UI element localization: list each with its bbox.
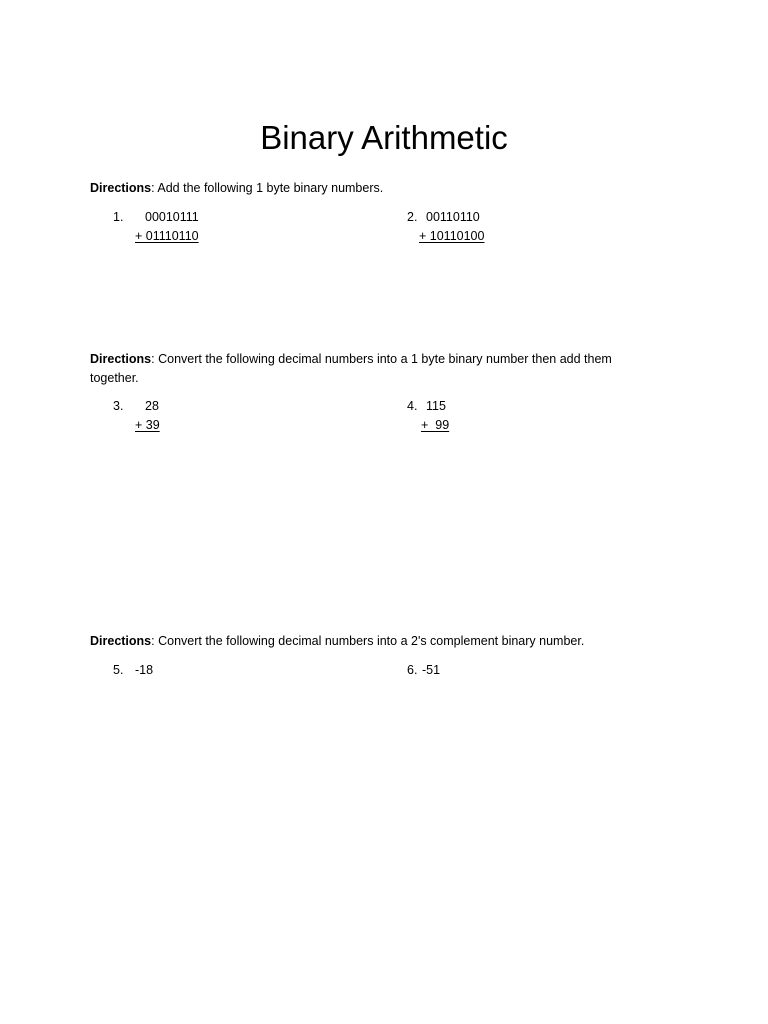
problem-1-number: 1. xyxy=(113,210,124,224)
problem-2-number: 2. xyxy=(407,210,418,224)
problem-3-bottom: + 39 xyxy=(135,418,160,432)
problem-5-value: -18 xyxy=(135,663,154,677)
problem-6-value: -51 xyxy=(422,663,441,677)
problem-2-top: 00110110 xyxy=(426,210,480,224)
directions-text: : Add the following 1 byte binary numbers. xyxy=(151,181,384,195)
directions-text: : Convert the following decimal numbers into a 1 byte binary number then add them together. xyxy=(90,352,612,385)
problem-1-top: 00010111 xyxy=(145,210,199,224)
directions-label: Directions xyxy=(90,181,152,195)
problem-3-top: 28 xyxy=(145,399,159,413)
problem-3-number: 3. xyxy=(113,399,124,413)
problem-4-top: 115 xyxy=(426,399,446,413)
problem-6-number: 6. xyxy=(407,663,418,677)
page-title: Binary Arithmetic xyxy=(260,119,508,157)
directions-text: : Convert the following decimal numbers into a 2's complement binary number. xyxy=(151,634,585,648)
problem-2-bottom: + 10110100 xyxy=(419,229,485,243)
directions-label: Directions xyxy=(90,634,152,648)
problem-4-number: 4. xyxy=(407,399,418,413)
directions-section-2 xyxy=(90,350,650,388)
directions-section-3 xyxy=(90,632,650,651)
directions-section-1 xyxy=(90,179,650,198)
directions-label: Directions xyxy=(90,352,152,366)
problem-4-bottom: + 99 xyxy=(421,418,450,432)
problem-5-number: 5. xyxy=(113,663,124,677)
problem-1-bottom: + 01110110 xyxy=(135,229,199,243)
